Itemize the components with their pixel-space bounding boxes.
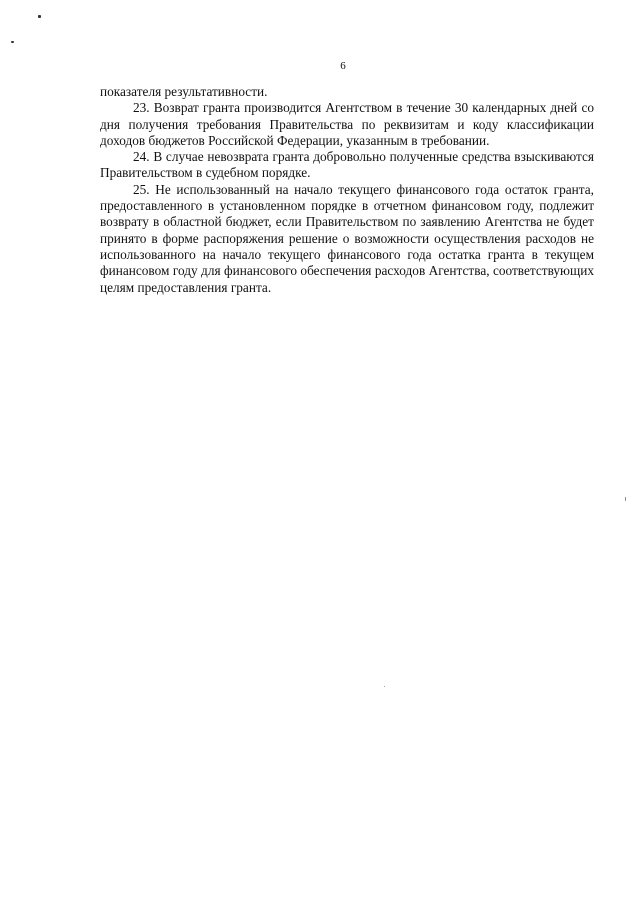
scan-speck	[384, 686, 385, 687]
scan-speck	[625, 497, 626, 501]
page-number: 6	[340, 60, 346, 72]
paragraph-24: 24. В случае невозврата гранта добровольно полученные средства взыскиваются Правительством в судебном порядке.	[100, 149, 594, 181]
paragraph-23: 23. Возврат гранта производится Агентством в течение 30 календарных дней со дня получения требования Правительства по реквизитам и коду классификации доходов бюджетов Российской Федерации, указанным в требовании.	[100, 100, 594, 148]
paragraph-continuation: показателя результативности.	[100, 84, 268, 99]
paragraph-25: 25. Не использованный на начало текущего финансового года остаток гранта, предоставленного в установленном порядке в отчетном финансовом году, подлежит возврату в областной бюджет, если Правительством по заявлению Агентства не будет принято в форме распоряжения решение о возможности осуществления расходов не использованного на начало текущего финансового года остатка гранта в текущем финансовом году для финансового обеспечения расходов Агентства, соответствующих целям предоставления гранта.	[100, 181, 594, 295]
document-body	[100, 84, 594, 296]
scan-speck	[11, 41, 14, 43]
scan-speck	[38, 15, 41, 18]
